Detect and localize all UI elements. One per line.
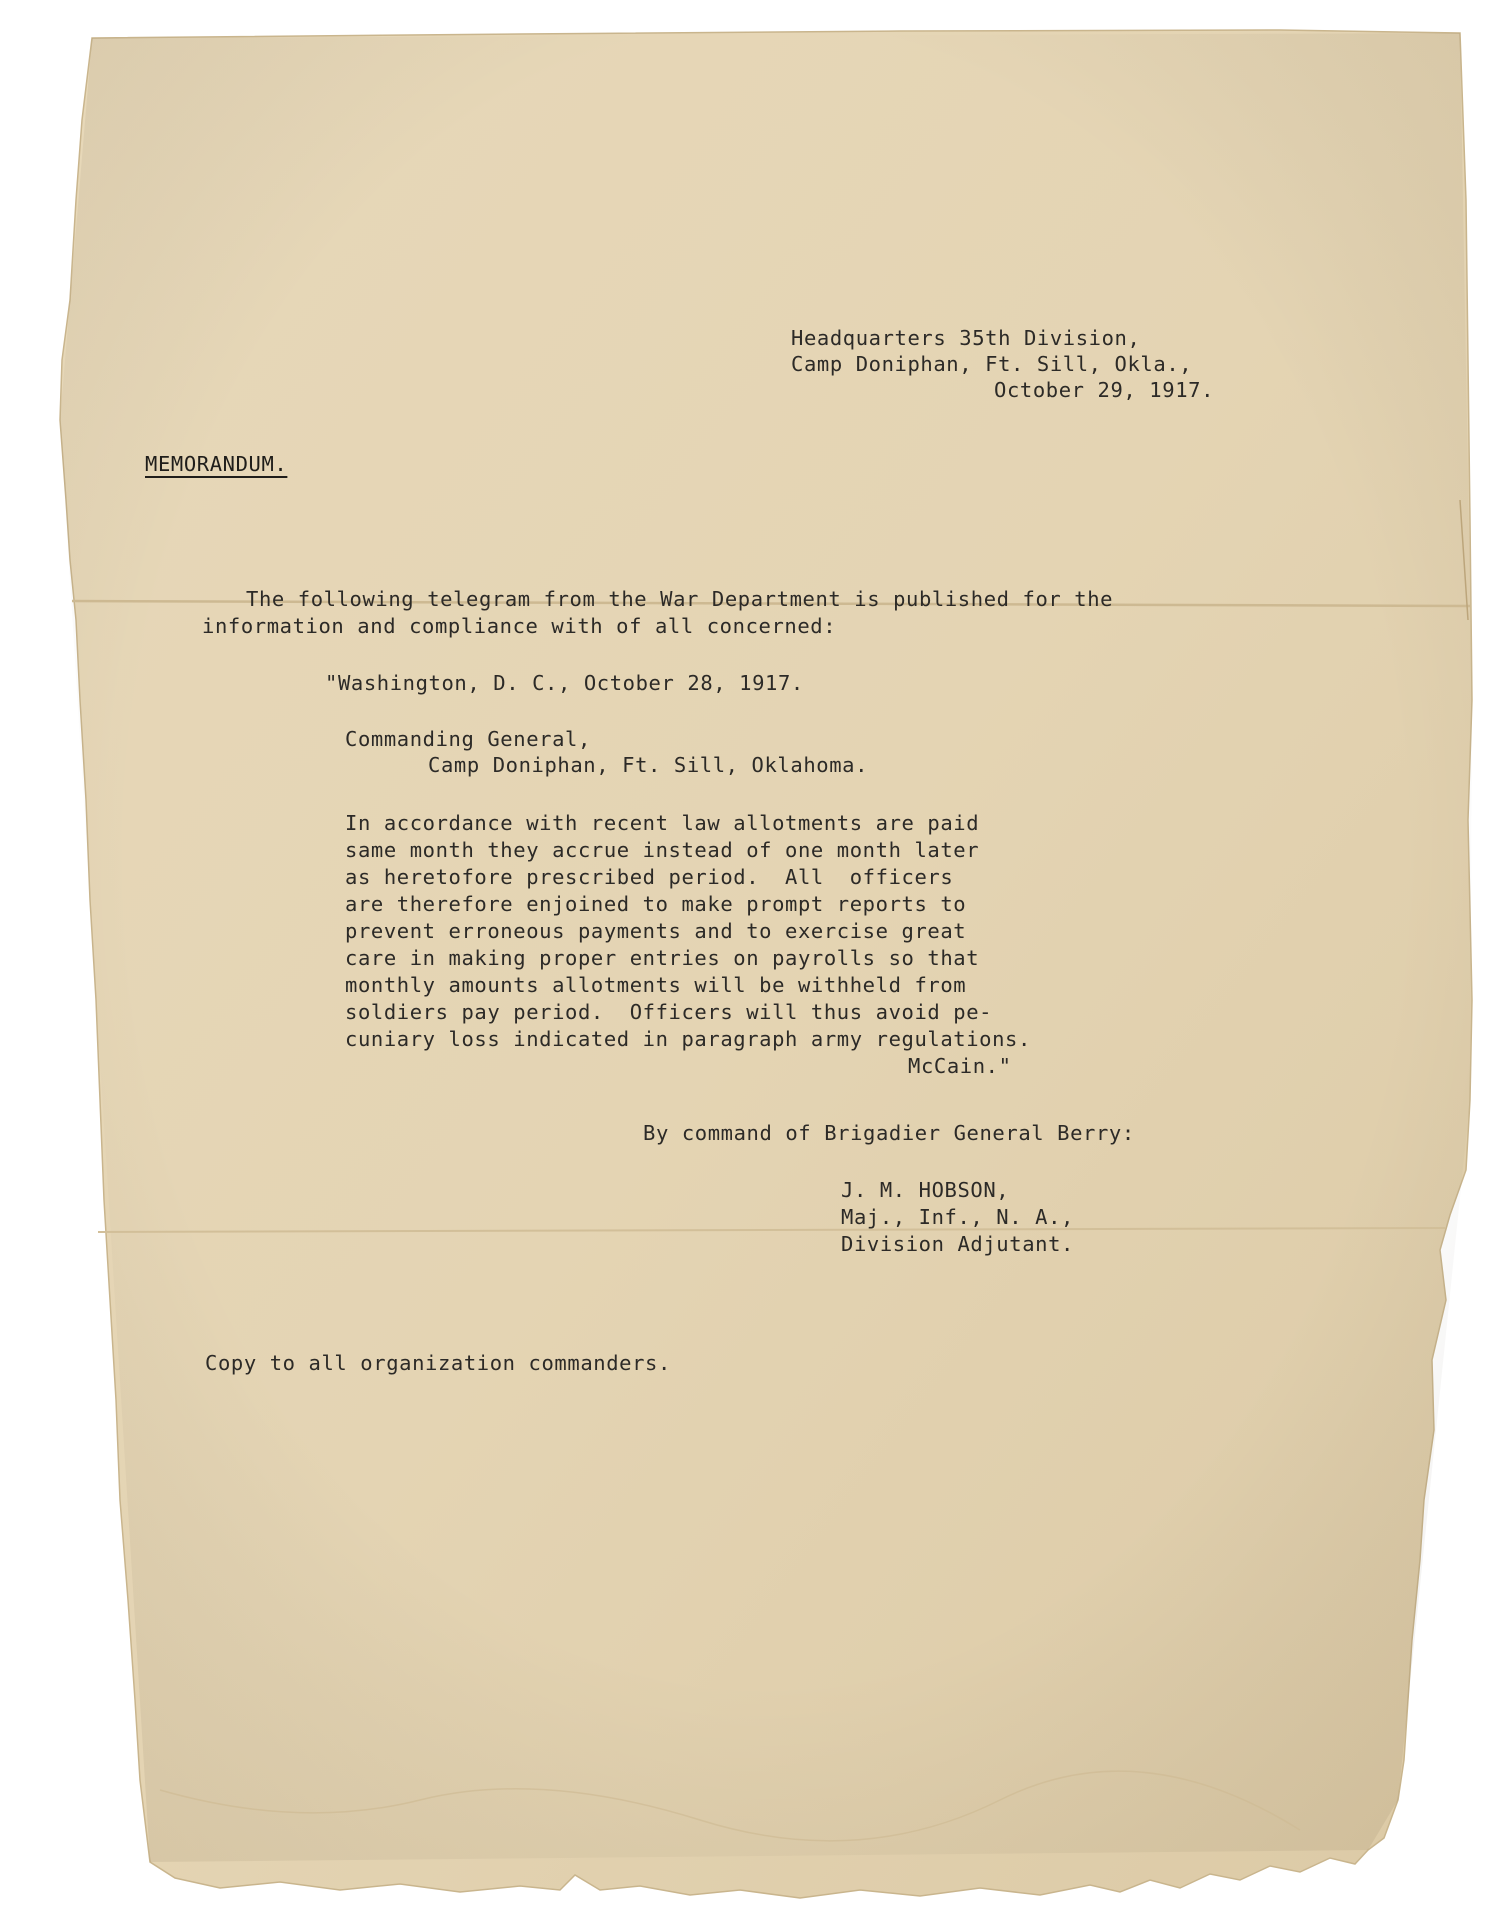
telegram-body-line: are therefore enjoined to make prompt reports to (345, 892, 967, 916)
signature-name: J. M. HOBSON, (841, 1178, 1010, 1202)
telegram-signoff: McCain." (908, 1054, 1012, 1078)
intro-line-1: The following telegram from the War Department is published for the (246, 587, 1114, 611)
command-line: By command of Brigadier General Berry: (643, 1121, 1135, 1145)
telegram-addressee-line-1: Commanding General, (345, 727, 591, 751)
signature-rank: Maj., Inf., N. A., (841, 1205, 1074, 1229)
telegram-body-line: monthly amounts allotments will be withheld from (345, 973, 967, 997)
telegram-body-line: prevent erroneous payments and to exercise great (345, 919, 967, 943)
telegram-body-line: soldiers pay period. Officers will thus avoid pe- (345, 1000, 993, 1024)
signature-block (841, 1178, 1161, 1258)
telegram-body-line: same month they accrue instead of one month later (345, 838, 980, 862)
telegram-body-line: In accordance with recent law allotments are paid (345, 811, 980, 835)
telegram-body-line: as heretofore prescribed period. All officers (345, 865, 954, 889)
memo-title: MEMORANDUM. (145, 452, 288, 476)
telegram-body-line: cuniary loss indicated in paragraph army regulations. (345, 1027, 1031, 1051)
letterhead-address (791, 326, 1251, 406)
header-line-date: October 29, 1917. (994, 378, 1215, 402)
header-line-headquarters: Headquarters 35th Division, (791, 326, 1141, 350)
telegram-addressee-line-2: Camp Doniphan, Ft. Sill, Oklahoma. (428, 753, 869, 777)
header-line-camp: Camp Doniphan, Ft. Sill, Okla., (791, 352, 1193, 376)
telegram-dateline: "Washington, D. C., October 28, 1917. (325, 671, 804, 695)
signature-title: Division Adjutant. (841, 1232, 1074, 1256)
telegram-block (325, 671, 1125, 1091)
intro-line-2: information and compliance with of all concerned: (202, 614, 837, 638)
copy-distribution-note: Copy to all organization commanders. (205, 1351, 671, 1375)
telegram-body-line: care in making proper entries on payrolls so that (345, 946, 980, 970)
